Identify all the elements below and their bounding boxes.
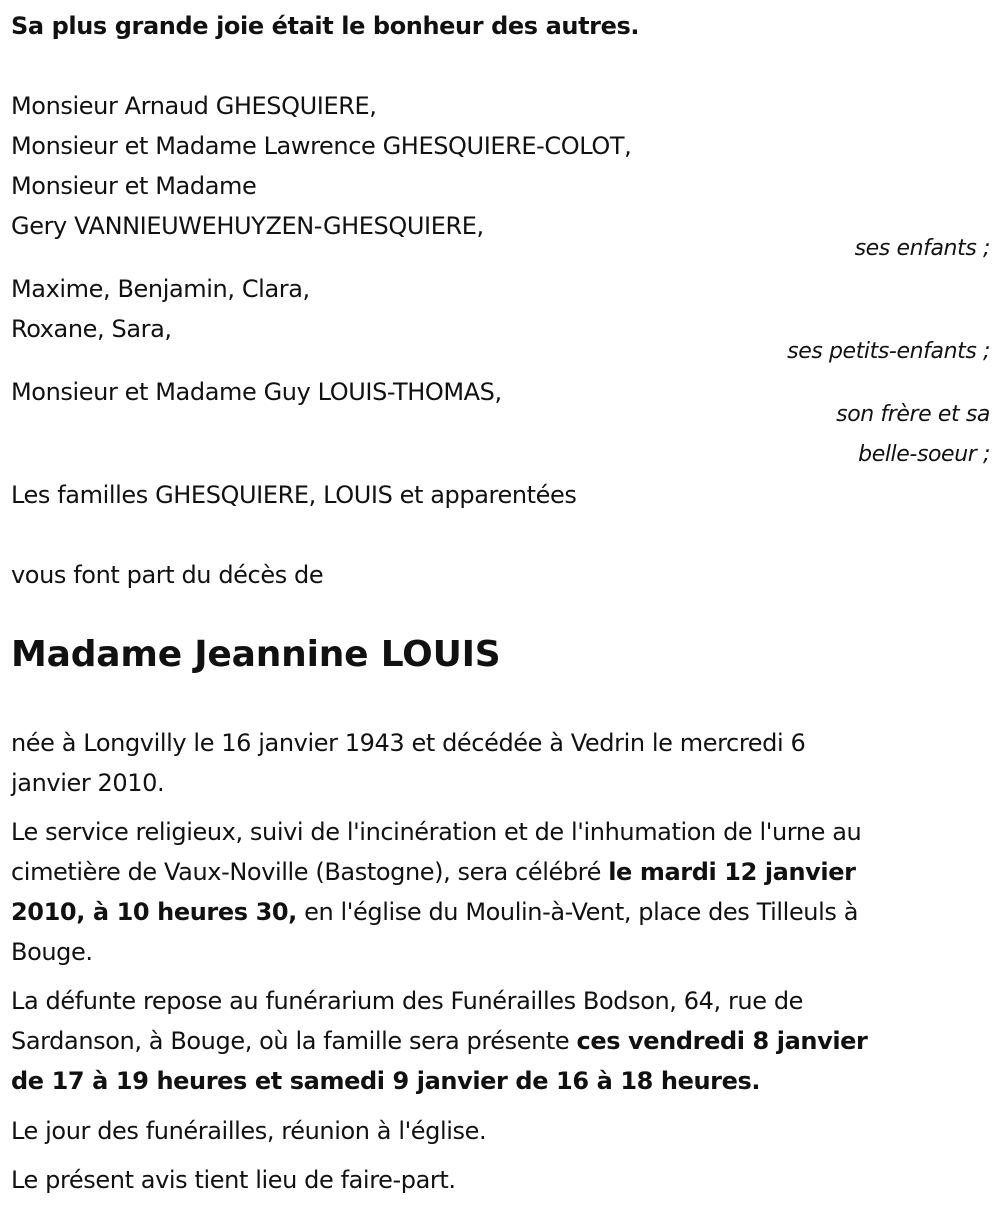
grandchild-line-2: Roxane, Sara, bbox=[11, 315, 172, 343]
service-time: 2010, à 10 heures 30, bbox=[11, 898, 297, 926]
grandchild-line-1: Maxime, Benjamin, Clara, bbox=[11, 275, 310, 303]
service-line-1: Le service religieux, suivi de l'incinération et de l'inhumation de l'urne au bbox=[11, 818, 862, 846]
deceased-name: Madame Jeannine LOUIS bbox=[11, 634, 501, 675]
visitation-date: ces vendredi 8 janvier bbox=[576, 1027, 868, 1055]
visitation-line-1: La défunte repose au funérarium des Funérailles Bodson, 64, rue de bbox=[11, 987, 804, 1015]
visitation-line-2 bbox=[11, 1021, 867, 1061]
sibling-role-line-2: belle-soeur ; bbox=[858, 442, 990, 467]
children-role: ses enfants ; bbox=[854, 236, 990, 261]
grandchildren-role: ses petits-enfants ; bbox=[787, 339, 990, 364]
service-line-3-text: en l'église du Moulin-à-Vent, place des Tilleuls à bbox=[296, 898, 859, 926]
service-line-3 bbox=[11, 892, 858, 932]
service-date: le mardi 12 janvier bbox=[608, 858, 856, 886]
sibling-line: Monsieur et Madame Guy LOUIS-THOMAS, bbox=[11, 378, 502, 406]
visitation-hours: de 17 à 19 heures et samedi 9 janvier de 16 à 18 heures. bbox=[11, 1067, 761, 1095]
child-line-4: Gery VANNIEUWEHUYZEN-GHESQUIERE, bbox=[11, 212, 484, 240]
child-line-1: Monsieur Arnaud GHESQUIERE, bbox=[11, 92, 377, 120]
service-line-2-text: cimetière de Vaux-Noville (Bastogne), sera célébré bbox=[11, 858, 609, 886]
birth-death-line-2: janvier 2010. bbox=[11, 769, 165, 797]
epigraph: Sa plus grande joie était le bonheur des autres. bbox=[11, 12, 640, 40]
sibling-role-line-1: son frère et sa bbox=[836, 402, 990, 427]
visitation-line-2-text: Sardanson, à Bouge, où la famille sera présente bbox=[11, 1027, 577, 1055]
child-line-3: Monsieur et Madame bbox=[11, 172, 257, 200]
child-line-2: Monsieur et Madame Lawrence GHESQUIERE-COLOT, bbox=[11, 132, 632, 160]
announcement-line: vous font part du décès de bbox=[11, 561, 324, 589]
service-line-2 bbox=[11, 852, 856, 892]
notice-line: Le présent avis tient lieu de faire-part. bbox=[11, 1166, 456, 1194]
birth-death-line-1: née à Longvilly le 16 janvier 1943 et décédée à Vedrin le mercredi 6 bbox=[11, 729, 806, 757]
families-line: Les familles GHESQUIERE, LOUIS et apparentées bbox=[11, 481, 577, 509]
funeral-day-line: Le jour des funérailles, réunion à l'église. bbox=[11, 1117, 487, 1145]
service-line-4: Bouge. bbox=[11, 938, 93, 966]
